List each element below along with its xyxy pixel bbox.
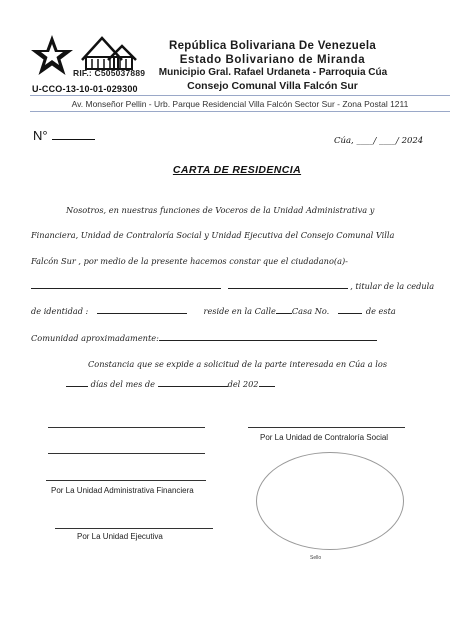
- day-field[interactable]: [66, 378, 88, 387]
- contraloria-label: Por La Unidad de Contraloría Social: [260, 433, 389, 442]
- seal-label: Sello: [310, 555, 322, 561]
- signature-line-administrativa[interactable]: [46, 480, 206, 481]
- paragraph-1-line-1: Nosotros, en nuestras funciones de Voceros de la Unidad Administrativa y: [66, 205, 375, 215]
- document-date: Cúa, ____/ ____/ 2024: [334, 136, 424, 146]
- paragraph-1-line-3: Falcón Sur , por medio de la presente hacemos constar que el ciudadano(a)-: [31, 256, 348, 266]
- header-municipality: Municipio Gral. Rafael Urdaneta - Parroquia Cúa: [158, 67, 388, 78]
- council-code: U-CCO-13-10-01-029300: [32, 84, 138, 94]
- address-line: Av. Monseñor Pellin - Urb. Parque Residencial Villa Falcón Sector Sur - Zona Postal 1211: [71, 99, 409, 109]
- signature-line-contraloria[interactable]: [248, 427, 405, 428]
- id-holder-text: , titular de la cedula: [350, 281, 435, 291]
- community-label: de esta: [365, 306, 396, 316]
- signature-line-2[interactable]: [48, 453, 205, 454]
- id-label: de identidad :: [31, 306, 89, 316]
- header-state: Estado Bolivariano de Miranda: [179, 54, 366, 66]
- paragraph-1-line-6: [31, 332, 377, 343]
- street-label: reside en la Calle: [203, 306, 276, 316]
- administrativa-label: Por La Unidad Administrativa Financiera: [51, 486, 194, 495]
- header-divider-bottom: [30, 111, 450, 112]
- document-number-label: N°: [33, 128, 48, 143]
- month-field[interactable]: [158, 378, 228, 387]
- house-number-field[interactable]: [338, 305, 362, 314]
- house-label: Casa No.: [291, 306, 330, 316]
- signature-line-ejecutiva[interactable]: [55, 528, 213, 529]
- paragraph-1-line-4: [31, 280, 434, 291]
- paragraph-2-line-2: [66, 378, 275, 389]
- header-country: República Bolivariana De Venezuela: [168, 40, 377, 52]
- document-title: CARTA DE RESIDENCIA: [172, 164, 302, 176]
- street-field[interactable]: [276, 305, 292, 314]
- approx-label: Comunidad aproximadamente:: [31, 333, 159, 343]
- signature-line-1[interactable]: [48, 427, 205, 428]
- ejecutiva-label: Por La Unidad Ejecutiva: [77, 532, 163, 541]
- year-label: del 202: [227, 379, 259, 389]
- paragraph-1-line-2: Financiera, Unidad de Contraloría Social y Unidad Ejecutiva del Consejo Comunal Villa: [31, 230, 395, 240]
- rif-number: RIF.: C505037889: [73, 68, 146, 78]
- residence-time-field[interactable]: [159, 332, 377, 341]
- days-label: días del mes de: [88, 379, 155, 389]
- seal-circle: [256, 452, 404, 550]
- id-number-field[interactable]: [97, 305, 187, 314]
- citizen-name-field-2[interactable]: [228, 280, 348, 289]
- year-field[interactable]: [259, 378, 275, 387]
- citizen-name-field[interactable]: [31, 280, 221, 289]
- header-council: Consejo Comunal Villa Falcón Sur: [187, 80, 358, 92]
- paragraph-1-line-5: [31, 305, 396, 316]
- paragraph-2-line-1: Constancia que se expide a solicitud de la parte interesada en Cúa a los: [88, 359, 388, 369]
- header-divider-top: [30, 95, 450, 96]
- document-number-field[interactable]: [52, 139, 95, 140]
